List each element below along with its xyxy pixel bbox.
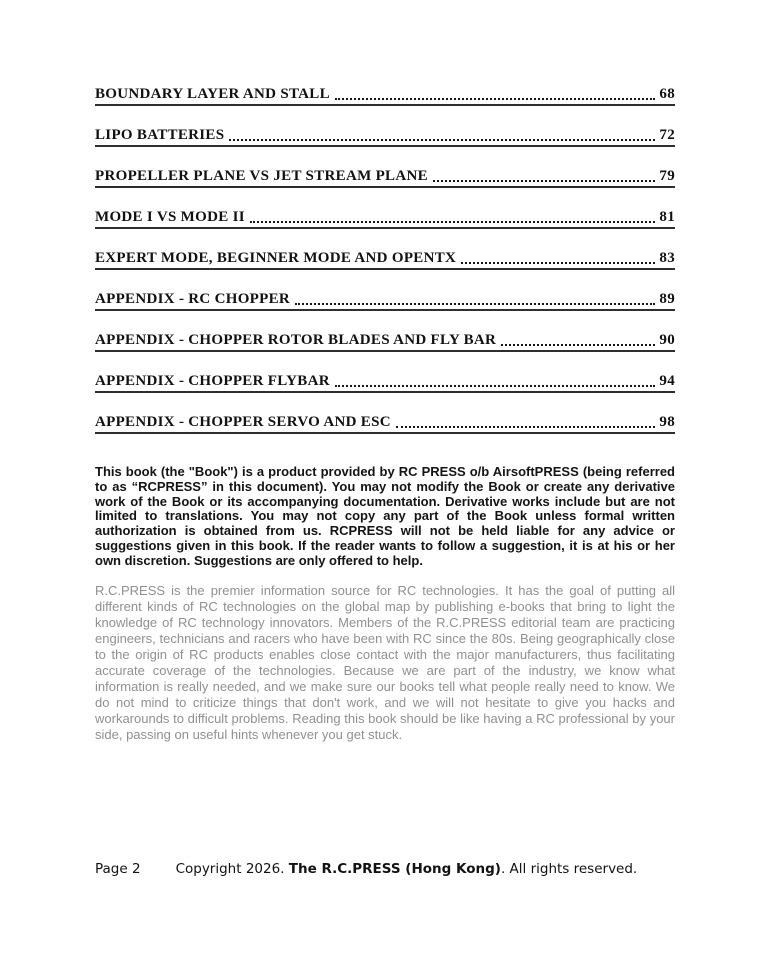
rights-text: . All rights reserved. <box>500 861 638 877</box>
toc-entry-title: LIPO BATTERIES <box>95 127 225 143</box>
toc-entry[interactable] <box>95 169 675 188</box>
dot-leader <box>295 303 655 305</box>
toc-entry-title: APPENDIX - CHOPPER FLYBAR <box>95 373 330 389</box>
page-content <box>95 87 675 744</box>
page-footer <box>95 861 675 878</box>
dot-leader <box>461 262 655 264</box>
toc-entry-page-number: 89 <box>659 291 675 307</box>
toc-entry[interactable] <box>95 87 675 106</box>
toc-entry-page-number: 79 <box>659 168 675 184</box>
toc-entry-page-number: 72 <box>659 127 675 143</box>
toc-entry-title: BOUNDARY LAYER AND STALL <box>95 86 330 102</box>
toc-entry[interactable] <box>95 374 675 393</box>
page-number-label: Page 2 <box>95 861 141 877</box>
toc-entry[interactable] <box>95 128 675 147</box>
toc-entry-title: EXPERT MODE, BEGINNER MODE AND OPENTX <box>95 250 457 266</box>
dot-leader <box>396 426 656 428</box>
disclaimer-paragraph: This book (the "Book") is a product provided by RC PRESS o/b AirsoftPRESS (being referred to as “RCPRESS” in this document). You may not modify the Book or create any derivative work of the Book or its accompanying documentation. Derivative works include but are not limited to translations. You may not copy any part of the Book unless formal written authorization is obtained from us. RCPRESS will not be held liable for any advice or suggestions given in this book. If the reader wants to follow a suggestion, it is at his or her own discretion. Suggestions are only offered to help. <box>95 464 675 568</box>
dot-leader <box>229 139 655 141</box>
dot-leader <box>335 98 655 100</box>
toc-entry[interactable] <box>95 210 675 229</box>
toc-entry[interactable] <box>95 292 675 311</box>
toc-entry-page-number: 94 <box>659 373 675 389</box>
toc-entry[interactable] <box>95 415 675 434</box>
copyright-text: Copyright 2026. <box>175 861 285 877</box>
toc-entry-page-number: 90 <box>659 332 675 348</box>
toc-entry-page-number: 98 <box>659 414 675 430</box>
toc-entry-title: PROPELLER PLANE VS JET STREAM PLANE <box>95 168 428 184</box>
table-of-contents <box>95 87 675 434</box>
toc-entry-page-number: 68 <box>659 86 675 102</box>
toc-entry-page-number: 81 <box>659 209 675 225</box>
toc-entry[interactable] <box>95 333 675 352</box>
dot-leader <box>250 221 656 223</box>
toc-entry-title: APPENDIX - CHOPPER ROTOR BLADES AND FLY BAR <box>95 332 497 348</box>
toc-entry-page-number: 83 <box>659 250 675 266</box>
toc-entry[interactable] <box>95 251 675 270</box>
toc-entry-title: APPENDIX - CHOPPER SERVO AND ESC <box>95 414 391 430</box>
dot-leader <box>335 385 656 387</box>
about-publisher-paragraph: R.C.PRESS is the premier information source for RC technologies. It has the goal of putting all different kinds of RC technologies on the global map by publishing e-books that bring to light the knowledge of RC technology innovators. Members of the R.C.PRESS editorial team are practicing engineers, technicians and racers who have been with RC since the 80s. Being geographically close to the origin of RC products enables close contact with the major manufacturers, thus facilitating accurate coverage of the technologies. Because we are part of the industry, we know what information is really needed, and we make sure our books tell what people really need to know. We do not mind to criticize things that don't work, and we will not hesitate to give you hacks and workarounds to difficult problems. Reading this book should be like having a RC professional by your side, passing on useful hints whenever you get stuck. <box>95 582 675 743</box>
toc-entry-title: APPENDIX - RC CHOPPER <box>95 291 291 307</box>
dot-leader <box>501 344 655 346</box>
toc-entry-title: MODE I VS MODE II <box>95 209 245 225</box>
publisher-name: The R.C.PRESS (Hong Kong) <box>288 861 501 877</box>
dot-leader <box>433 180 655 182</box>
